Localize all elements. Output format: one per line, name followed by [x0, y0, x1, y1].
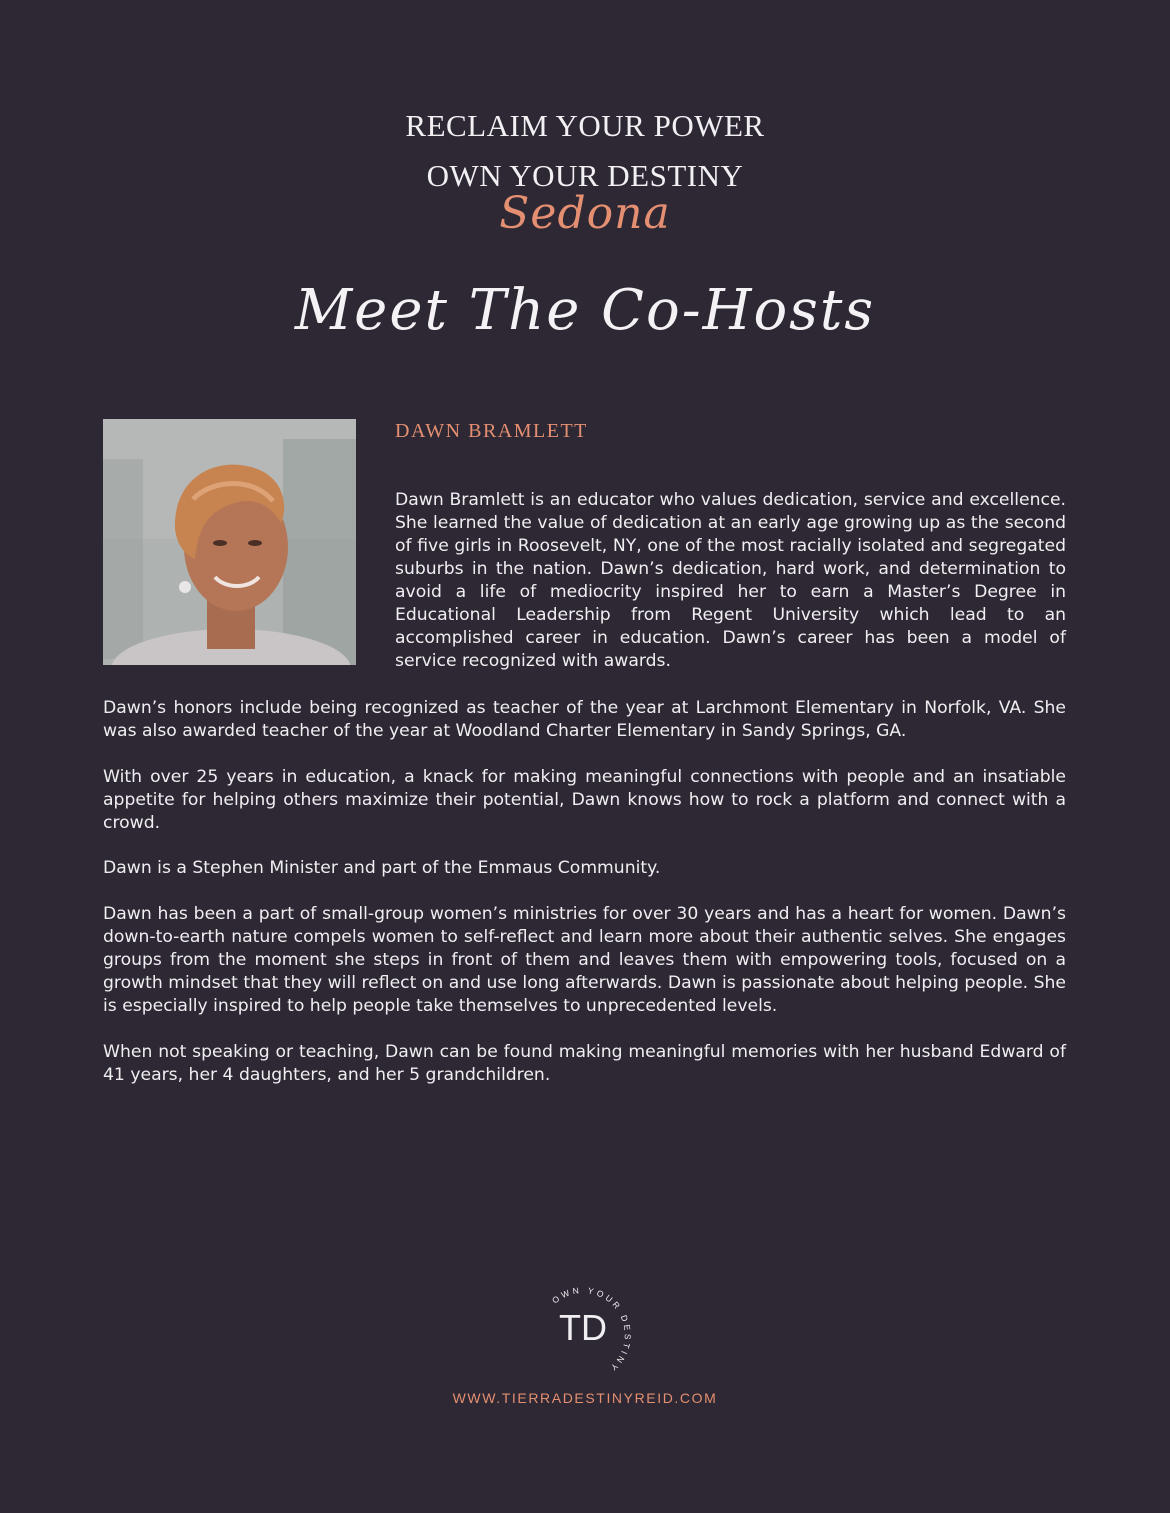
website-link[interactable]: WWW.TIERRADESTINYREID.COM — [452, 1390, 718, 1406]
td-logo-icon — [535, 1278, 635, 1378]
cohost-name: DAWN BRAMLETT — [395, 420, 588, 442]
profile-photo — [103, 419, 356, 665]
bio-intro: Dawn Bramlett is an educator who values dedication, service and excellence. She learned the value of dedication at an early age growing up as the second of five girls in Roosevelt, NY, one of the most racially isolated and segregated suburbs in the nation. Dawn’s dedication, hard work, and determination to avoid a life of mediocrity inspired her to earn a Master’s Degree in Educational Leadership from Regent University which lead to an accomplished career in education. Dawn’s career has been a model of service recognized with awards. — [395, 490, 1066, 671]
bio-paragraph-honors: Dawn’s honors include being recognized as teacher of the year at Larchmont Elementary in Norfolk, VA. She was also awarded teacher of the year at Woodland Charter Elementary in Sandy Springs, GA. — [103, 698, 1066, 741]
logo-monogram: TD — [559, 1307, 607, 1348]
logo-ring-text: OWN YOUR DESTINY — [550, 1285, 633, 1375]
headline-reclaim: RECLAIM YOUR POWER — [405, 108, 765, 143]
bio-paragraph-womens-ministries: Dawn has been a part of small-group women’s ministries for over 30 years and has a heart for women. Dawn’s down-to-earth nature compels women to self-reflect and learn more about their authentic selves. She engages groups from the moment she steps in front of them and leaves them with empowering tools, focused on a growth mindset that they will reflect on and use long afterwards. Dawn is passionate about helping people. She is especially inspired to help people take themselves to unprecedented levels. — [103, 904, 1066, 1016]
bio-paragraph-experience: With over 25 years in education, a knack for making meaningful connections with people and an insatiable appetite for helping others maximize their potential, Dawn knows how to rock a platform and connect with a crowd. — [103, 767, 1066, 833]
bio-paragraph-ministry: Dawn is a Stephen Minister and part of the Emmaus Community. — [103, 858, 661, 878]
location-script: Sedona — [499, 188, 671, 239]
bio-paragraph-family: When not speaking or teaching, Dawn can be found making meaningful memories with her husband Edward of 41 years, her 4 daughters, and her 5 grandchildren. — [103, 1042, 1066, 1085]
headline-destiny: OWN YOUR DESTINY — [426, 158, 744, 193]
section-title: Meet The Co-Hosts — [294, 278, 876, 343]
